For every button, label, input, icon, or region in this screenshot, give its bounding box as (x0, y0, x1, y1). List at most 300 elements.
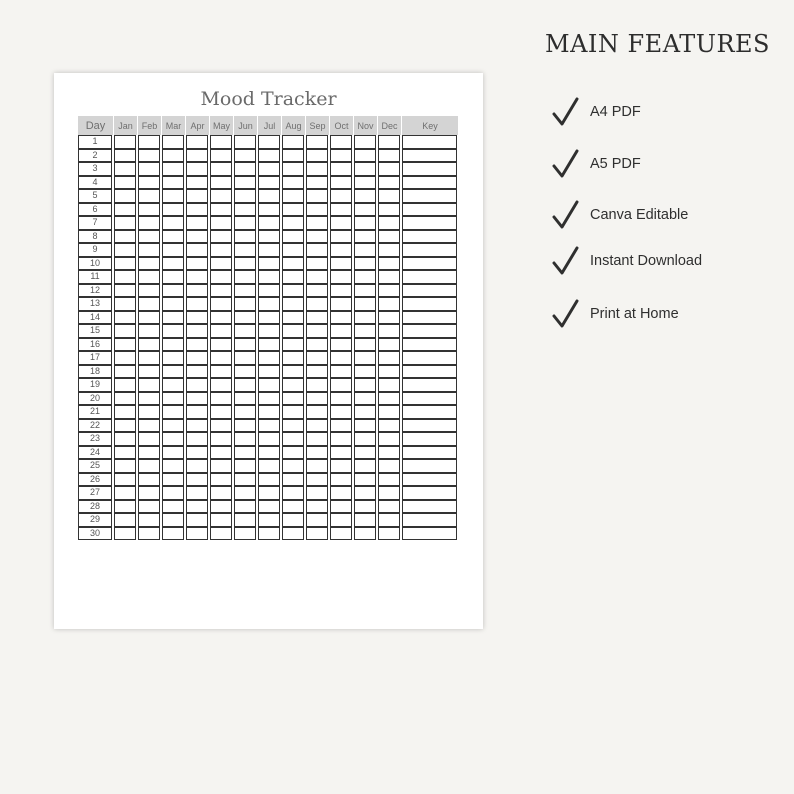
mood-cell-wrap (138, 284, 162, 298)
mood-cell (162, 189, 184, 203)
table-row (78, 203, 459, 217)
mood-cell (210, 257, 232, 271)
table-row (78, 527, 459, 541)
mood-tracker-grid (78, 116, 459, 540)
key-cell-wrap (402, 203, 459, 217)
day-cell (78, 365, 114, 379)
mood-cell-wrap (114, 405, 138, 419)
mood-cell-wrap (234, 513, 258, 527)
key-cell-wrap (402, 324, 459, 338)
key-cell (402, 135, 457, 149)
mood-cell-wrap (330, 216, 354, 230)
mood-cell-wrap (282, 392, 306, 406)
mood-cell-wrap (162, 527, 186, 541)
day-cell (78, 432, 114, 446)
mood-cell (162, 203, 184, 217)
day-number: 19 (78, 378, 112, 392)
mood-cell (138, 405, 160, 419)
mood-cell (210, 270, 232, 284)
mood-cell-wrap (234, 446, 258, 460)
mood-cell (114, 311, 136, 325)
table-row (78, 365, 459, 379)
mood-cell (162, 527, 184, 541)
mood-cell-wrap (354, 243, 378, 257)
day-cell (78, 513, 114, 527)
mood-cell-wrap (330, 270, 354, 284)
mood-cell (378, 486, 400, 500)
mood-cell (234, 459, 256, 473)
mood-cell-wrap (162, 311, 186, 325)
day-number: 23 (78, 432, 112, 446)
mood-cell (234, 284, 256, 298)
mood-cell-wrap (258, 216, 282, 230)
mood-cell-wrap (282, 446, 306, 460)
mood-cell-wrap (258, 257, 282, 271)
mood-cell-wrap (258, 311, 282, 325)
mood-cell (330, 378, 352, 392)
key-cell (402, 189, 457, 203)
day-cell (78, 216, 114, 230)
mood-cell (282, 446, 304, 460)
mood-cell-wrap (138, 162, 162, 176)
mood-cell (234, 135, 256, 149)
mood-cell-wrap (138, 203, 162, 217)
key-cell-wrap (402, 378, 459, 392)
mood-cell-wrap (354, 284, 378, 298)
mood-cell-wrap (258, 459, 282, 473)
mood-cell-wrap (330, 324, 354, 338)
month-header: Sep (306, 116, 330, 135)
mood-cell-wrap (378, 338, 402, 352)
mood-cell (354, 203, 376, 217)
mood-cell-wrap (234, 162, 258, 176)
key-cell-wrap (402, 270, 459, 284)
mood-cell (306, 189, 328, 203)
mood-cell (258, 135, 280, 149)
mood-cell (354, 243, 376, 257)
mood-cell-wrap (354, 176, 378, 190)
mood-cell (186, 257, 208, 271)
mood-cell (354, 311, 376, 325)
mood-cell (234, 486, 256, 500)
mood-cell-wrap (258, 351, 282, 365)
mood-cell-wrap (234, 500, 258, 514)
mood-cell-wrap (306, 243, 330, 257)
mood-cell-wrap (378, 135, 402, 149)
table-row (78, 230, 459, 244)
mood-cell-wrap (378, 473, 402, 487)
mood-cell-wrap (114, 257, 138, 271)
mood-cell (138, 351, 160, 365)
mood-cell (234, 446, 256, 460)
mood-cell-wrap (138, 513, 162, 527)
mood-cell (330, 338, 352, 352)
month-header: Apr (186, 116, 210, 135)
day-cell (78, 270, 114, 284)
mood-cell-wrap (306, 324, 330, 338)
mood-cell (282, 311, 304, 325)
table-row (78, 513, 459, 527)
table-row (78, 432, 459, 446)
mood-cell-wrap (114, 459, 138, 473)
day-number: 2 (78, 149, 112, 163)
mood-cell (282, 230, 304, 244)
mood-cell (282, 419, 304, 433)
key-cell (402, 203, 457, 217)
mood-cell (378, 189, 400, 203)
mood-cell-wrap (258, 176, 282, 190)
mood-cell-wrap (162, 392, 186, 406)
mood-cell (186, 338, 208, 352)
mood-cell (378, 432, 400, 446)
mood-cell (354, 378, 376, 392)
mood-cell-wrap (330, 162, 354, 176)
mood-cell (162, 419, 184, 433)
mood-cell (306, 446, 328, 460)
mood-cell (114, 270, 136, 284)
mood-cell (354, 297, 376, 311)
mood-cell (330, 405, 352, 419)
table-row (78, 162, 459, 176)
mood-cell-wrap (258, 473, 282, 487)
mood-cell-wrap (354, 189, 378, 203)
key-cell-wrap (402, 149, 459, 163)
mood-cell (234, 257, 256, 271)
mood-cell (306, 162, 328, 176)
mood-cell-wrap (378, 149, 402, 163)
mood-cell-wrap (378, 297, 402, 311)
mood-cell-wrap (210, 527, 234, 541)
mood-cell (162, 392, 184, 406)
mood-cell (138, 189, 160, 203)
mood-cell (210, 324, 232, 338)
mood-cell-wrap (114, 486, 138, 500)
mood-cell-wrap (258, 513, 282, 527)
day-number: 29 (78, 513, 112, 527)
mood-cell-wrap (114, 311, 138, 325)
mood-cell (330, 513, 352, 527)
key-cell-wrap (402, 392, 459, 406)
mood-cell (258, 473, 280, 487)
mood-cell (258, 297, 280, 311)
mood-cell (306, 311, 328, 325)
mood-cell-wrap (162, 446, 186, 460)
month-header: Mar (162, 116, 186, 135)
mood-cell (354, 486, 376, 500)
mood-cell-wrap (114, 419, 138, 433)
mood-cell (186, 419, 208, 433)
mood-cell-wrap (258, 189, 282, 203)
key-cell (402, 432, 457, 446)
mood-cell (210, 216, 232, 230)
mood-cell-wrap (138, 149, 162, 163)
day-number: 24 (78, 446, 112, 460)
day-cell (78, 176, 114, 190)
mood-cell (114, 284, 136, 298)
mood-cell (306, 338, 328, 352)
feature-label: Canva Editable (590, 207, 689, 223)
mood-cell (234, 500, 256, 514)
mood-cell-wrap (378, 365, 402, 379)
mood-cell (210, 486, 232, 500)
mood-cell (330, 324, 352, 338)
mood-cell (354, 230, 376, 244)
mood-cell-wrap (210, 176, 234, 190)
mood-cell-wrap (162, 324, 186, 338)
mood-cell-wrap (114, 392, 138, 406)
mood-cell-wrap (306, 351, 330, 365)
mood-cell-wrap (162, 270, 186, 284)
mood-cell-wrap (258, 270, 282, 284)
mood-cell (282, 162, 304, 176)
mood-cell (354, 432, 376, 446)
mood-cell-wrap (234, 338, 258, 352)
mood-cell-wrap (162, 432, 186, 446)
mood-cell-wrap (234, 284, 258, 298)
mood-cell (306, 365, 328, 379)
key-cell (402, 446, 457, 460)
mood-cell-wrap (282, 203, 306, 217)
key-cell (402, 500, 457, 514)
mood-cell (258, 230, 280, 244)
mood-cell-wrap (138, 500, 162, 514)
month-header: May (210, 116, 234, 135)
mood-cell-wrap (210, 432, 234, 446)
mood-cell (378, 257, 400, 271)
mood-cell (162, 378, 184, 392)
mood-cell (162, 365, 184, 379)
key-cell (402, 459, 457, 473)
mood-cell (186, 135, 208, 149)
day-cell (78, 527, 114, 541)
mood-cell (234, 243, 256, 257)
mood-cell (138, 486, 160, 500)
mood-cell (330, 446, 352, 460)
mood-cell (234, 216, 256, 230)
mood-cell (210, 351, 232, 365)
key-cell (402, 513, 457, 527)
mood-cell-wrap (138, 338, 162, 352)
mood-cell (186, 149, 208, 163)
mood-cell (210, 392, 232, 406)
mood-cell (114, 230, 136, 244)
mood-cell-wrap (330, 311, 354, 325)
mood-cell-wrap (258, 230, 282, 244)
day-column-header: Day (78, 116, 114, 135)
mood-cell (138, 365, 160, 379)
mood-cell-wrap (186, 378, 210, 392)
mood-cell (258, 257, 280, 271)
mood-cell (282, 392, 304, 406)
mood-cell (186, 486, 208, 500)
mood-cell-wrap (282, 230, 306, 244)
mood-cell (186, 230, 208, 244)
mood-cell-wrap (114, 513, 138, 527)
mood-cell (306, 378, 328, 392)
mood-cell (354, 459, 376, 473)
mood-cell (210, 459, 232, 473)
mood-cell-wrap (210, 162, 234, 176)
mood-cell-wrap (258, 527, 282, 541)
mood-cell (354, 189, 376, 203)
mood-cell (378, 324, 400, 338)
mood-cell (210, 297, 232, 311)
mood-cell (210, 378, 232, 392)
mood-cell-wrap (138, 311, 162, 325)
mood-cell-wrap (330, 243, 354, 257)
key-cell-wrap (402, 432, 459, 446)
mood-cell-wrap (354, 324, 378, 338)
mood-cell (330, 473, 352, 487)
mood-cell-wrap (186, 432, 210, 446)
mood-cell (306, 419, 328, 433)
day-cell (78, 324, 114, 338)
mood-cell (234, 432, 256, 446)
mood-cell-wrap (162, 459, 186, 473)
mood-cell (258, 216, 280, 230)
mood-cell-wrap (354, 446, 378, 460)
day-cell (78, 405, 114, 419)
mood-cell (378, 365, 400, 379)
mood-cell (114, 527, 136, 541)
mood-cell (354, 513, 376, 527)
mood-cell-wrap (138, 378, 162, 392)
mood-cell-wrap (234, 297, 258, 311)
mood-cell-wrap (138, 189, 162, 203)
key-cell (402, 351, 457, 365)
mood-cell-wrap (330, 500, 354, 514)
mood-cell-wrap (378, 176, 402, 190)
mood-cell (210, 473, 232, 487)
mood-cell (306, 486, 328, 500)
mood-cell (234, 392, 256, 406)
mood-cell (258, 203, 280, 217)
day-number: 25 (78, 459, 112, 473)
key-cell-wrap (402, 135, 459, 149)
mood-cell (186, 392, 208, 406)
day-number: 7 (78, 216, 112, 230)
mood-cell (234, 311, 256, 325)
mood-cell-wrap (210, 135, 234, 149)
mood-cell-wrap (330, 446, 354, 460)
mood-cell-wrap (114, 230, 138, 244)
mood-cell (378, 473, 400, 487)
mood-cell-wrap (186, 297, 210, 311)
mood-cell (282, 284, 304, 298)
mood-cell (354, 338, 376, 352)
mood-cell (138, 284, 160, 298)
mood-cell (114, 473, 136, 487)
mood-cell-wrap (138, 432, 162, 446)
mood-cell (138, 473, 160, 487)
mood-cell (258, 419, 280, 433)
key-cell-wrap (402, 500, 459, 514)
mood-cell-wrap (378, 216, 402, 230)
table-row (78, 405, 459, 419)
day-number: 12 (78, 284, 112, 298)
day-cell (78, 243, 114, 257)
mood-cell (186, 365, 208, 379)
checkmark-icon (552, 149, 580, 179)
mood-cell-wrap (306, 297, 330, 311)
mood-cell-wrap (186, 500, 210, 514)
mood-cell-wrap (330, 432, 354, 446)
mood-cell (234, 378, 256, 392)
mood-cell (162, 216, 184, 230)
table-row (78, 257, 459, 271)
table-row (78, 446, 459, 460)
key-cell-wrap (402, 297, 459, 311)
mood-cell (114, 297, 136, 311)
day-cell (78, 189, 114, 203)
mood-cell-wrap (378, 419, 402, 433)
mood-cell-wrap (234, 216, 258, 230)
month-header: Feb (138, 116, 162, 135)
mood-cell (330, 392, 352, 406)
mood-cell (378, 527, 400, 541)
mood-cell-wrap (306, 176, 330, 190)
mood-cell (186, 500, 208, 514)
mood-cell-wrap (282, 149, 306, 163)
mood-cell-wrap (330, 176, 354, 190)
mood-cell-wrap (330, 149, 354, 163)
mood-cell-wrap (162, 378, 186, 392)
mood-cell-wrap (234, 378, 258, 392)
mood-cell-wrap (282, 216, 306, 230)
mood-cell-wrap (330, 284, 354, 298)
mood-cell (378, 446, 400, 460)
mood-cell-wrap (210, 203, 234, 217)
mood-cell (162, 351, 184, 365)
mood-cell-wrap (258, 419, 282, 433)
mood-cell-wrap (138, 405, 162, 419)
mood-cell (282, 297, 304, 311)
mood-cell-wrap (210, 405, 234, 419)
mood-cell-wrap (282, 378, 306, 392)
mood-cell (114, 176, 136, 190)
mood-cell-wrap (378, 459, 402, 473)
key-cell-wrap (402, 446, 459, 460)
feature-label: Print at Home (590, 306, 679, 322)
key-cell (402, 473, 457, 487)
feature-item (552, 299, 679, 329)
mood-cell (138, 162, 160, 176)
key-cell (402, 270, 457, 284)
mood-cell (258, 284, 280, 298)
mood-cell (354, 351, 376, 365)
mood-cell-wrap (282, 365, 306, 379)
mood-cell (114, 351, 136, 365)
mood-cell-wrap (378, 500, 402, 514)
mood-cell (306, 135, 328, 149)
day-number: 6 (78, 203, 112, 217)
mood-cell-wrap (354, 378, 378, 392)
mood-cell (258, 176, 280, 190)
mood-cell (114, 243, 136, 257)
mood-cell (138, 419, 160, 433)
mood-cell-wrap (306, 459, 330, 473)
mood-cell (306, 149, 328, 163)
mood-cell (306, 459, 328, 473)
key-cell-wrap (402, 338, 459, 352)
mood-cell-wrap (330, 189, 354, 203)
mood-cell-wrap (354, 459, 378, 473)
mood-cell-wrap (258, 432, 282, 446)
mood-cell (330, 500, 352, 514)
mood-cell-wrap (186, 392, 210, 406)
mood-cell (114, 324, 136, 338)
mood-cell-wrap (234, 432, 258, 446)
